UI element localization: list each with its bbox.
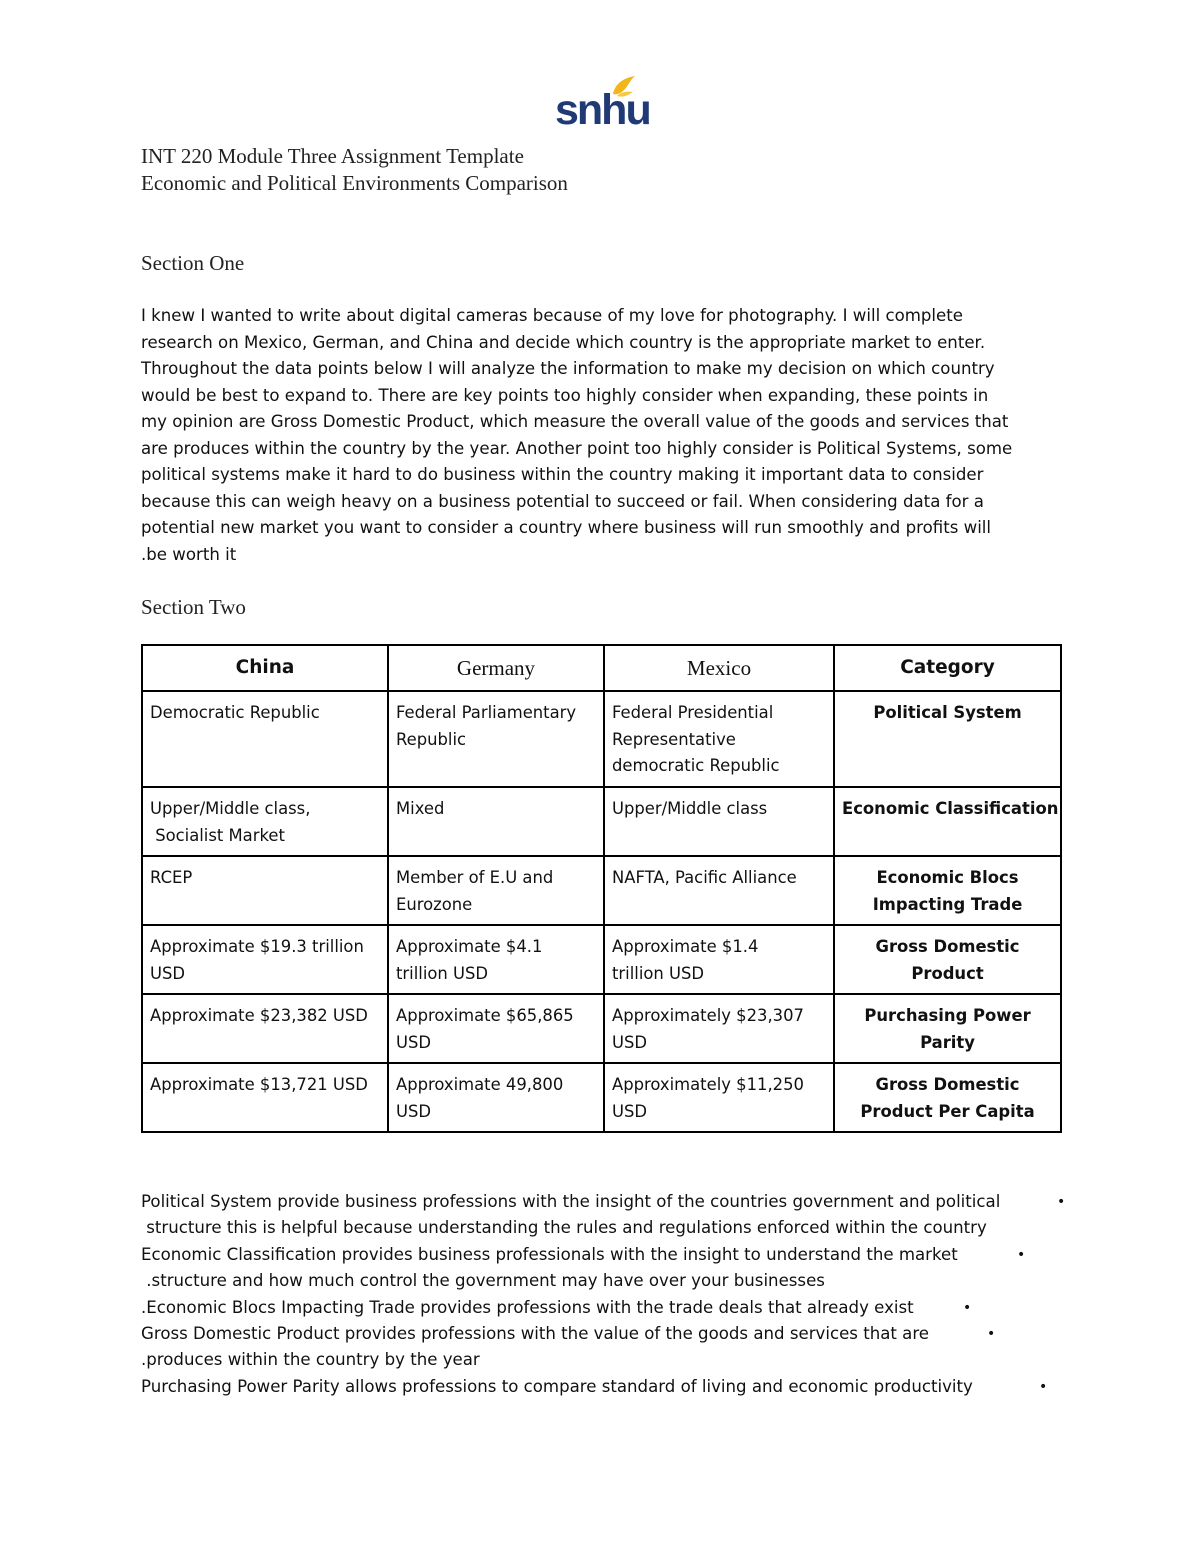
cell-line: Approximately $11,250 [612, 1075, 804, 1094]
bullet-dot-icon: • [1017, 1246, 1026, 1263]
header-germany: Germany [388, 645, 604, 691]
cell-line: USD [396, 1032, 432, 1052]
cell-mexico [604, 994, 834, 1063]
cell-line: NAFTA, Pacific Alliance [612, 868, 797, 887]
logo-text: snhu [555, 86, 650, 134]
cell-line: Economic Classification [842, 799, 1059, 818]
section-one-heading: Section One [141, 251, 245, 275]
cell-line: Upper/Middle class [612, 799, 768, 818]
cell-line: Approximate 49,800 [396, 1075, 564, 1094]
cell-germany [388, 856, 604, 925]
cell-line: Parity [920, 1032, 975, 1052]
bullet-line [141, 1242, 1071, 1268]
cell-line: democratic Republic [612, 756, 780, 775]
paragraph-line: potential new market you want to consider a country where business will run smoothly and profits will [141, 518, 992, 537]
bullet-line [141, 1347, 1071, 1373]
paragraph-line: are produces within the country by the year. Another point too highly consider is Political Systems, some [141, 438, 1013, 458]
cell-line: Gross Domestic [875, 1075, 1020, 1094]
cell-line: Federal Parliamentary [396, 703, 577, 722]
cell-line: USD [150, 963, 186, 983]
paragraph-line: my opinion are Gross Domestic Product, which measure the overall value of the goods and services that [141, 412, 1009, 431]
cell-line: Republic [396, 729, 467, 749]
cell-line: Approximate $23,382 USD [150, 1006, 368, 1025]
bullet-list [141, 1189, 1071, 1400]
cell-line: Product Per Capita [860, 1101, 1035, 1121]
cell-line: Eurozone [396, 894, 473, 914]
cell-category [834, 925, 1061, 994]
table-header-row [142, 645, 1061, 691]
cell-line: USD [612, 1032, 648, 1052]
cell-line: Economic Blocs [876, 868, 1019, 887]
header-mexico: Mexico [604, 645, 834, 691]
cell-mexico [604, 1063, 834, 1132]
cell-germany [388, 787, 604, 856]
bullet-text: Political System provide business professions with the insight of the countries government and political [141, 1192, 1001, 1211]
header-category: Category [834, 645, 1061, 691]
cell-line: USD [396, 1101, 432, 1121]
cell-line: Approximate $1.4 [612, 937, 759, 956]
paragraph-line: because this can weigh heavy on a business potential to succeed or fail. When considering data for a [141, 491, 984, 511]
table-row [142, 994, 1061, 1063]
cell-line: Approximate $4.1 [396, 937, 543, 956]
cell-category [834, 787, 1061, 856]
paragraph-line: .be worth it [141, 544, 237, 564]
cell-china [142, 787, 388, 856]
cell-china [142, 691, 388, 787]
cell-line: Gross Domestic [875, 937, 1020, 956]
document-subtitle: Economic and Political Environments Comparison [141, 171, 568, 195]
bullet-text: .Economic Blocs Impacting Trade provides professions with the trade deals that already exist [141, 1297, 914, 1317]
bullet-line [141, 1295, 1071, 1321]
bullet-line [141, 1374, 1071, 1400]
cell-line: trillion USD [612, 963, 705, 983]
cell-line: USD [612, 1101, 648, 1121]
cell-line: Approximate $65,865 [396, 1006, 574, 1025]
bullet-dot-icon: • [1039, 1378, 1048, 1395]
cell-germany [388, 925, 604, 994]
snhu-logo [555, 72, 650, 134]
cell-line: Federal Presidential [612, 703, 774, 722]
cell-mexico [604, 691, 834, 787]
cell-line: Impacting Trade [872, 894, 1023, 914]
cell-china [142, 925, 388, 994]
cell-line: Purchasing Power [864, 1006, 1031, 1025]
table-row [142, 856, 1061, 925]
bullet-dot-icon: • [1057, 1194, 1066, 1210]
cell-category [834, 1063, 1061, 1132]
cell-line: Product [911, 963, 984, 983]
cell-germany [388, 994, 604, 1063]
bullet-text: Economic Classification provides business professionals with the insight to understand the market [141, 1244, 958, 1264]
cell-category [834, 994, 1061, 1063]
bullet-line [141, 1189, 1071, 1215]
bullet-line [141, 1268, 1071, 1294]
cell-mexico [604, 925, 834, 994]
cell-line: Political System [873, 703, 1022, 722]
section-two-heading: Section Two [141, 595, 246, 619]
cell-china [142, 856, 388, 925]
section-one-paragraph [141, 303, 1061, 568]
paragraph-line: I knew I wanted to write about digital cameras because of my love for photography. I will complete [141, 306, 963, 325]
cell-category [834, 691, 1061, 787]
cell-mexico [604, 856, 834, 925]
cell-mexico [604, 787, 834, 856]
document-title: INT 220 Module Three Assignment Template [141, 144, 524, 168]
cell-line: Socialist Market [150, 825, 285, 845]
cell-line: Mixed [396, 799, 445, 818]
bullet-line [141, 1215, 1071, 1241]
paragraph-line: research on Mexico, German, and China and decide which country is the appropriate market to enter. [141, 332, 986, 352]
bullet-text: structure this is helpful because understanding the rules and regulations enforced within the country [141, 1218, 987, 1238]
bullet-line [141, 1321, 1071, 1347]
cell-line: Democratic Republic [150, 703, 320, 722]
document-header [141, 143, 568, 197]
bullet-text: Gross Domestic Product provides professions with the value of the goods and services that are [141, 1323, 930, 1343]
paragraph-line: Throughout the data points below I will analyze the information to make my decision on which country [141, 359, 995, 378]
comparison-table [141, 644, 1062, 1133]
table-row [142, 691, 1061, 787]
cell-line: Representative [612, 729, 736, 749]
cell-category [834, 856, 1061, 925]
header-china: China [142, 645, 388, 691]
cell-china [142, 994, 388, 1063]
bullet-text: Purchasing Power Parity allows professions to compare standard of living and economic productivity [141, 1376, 973, 1396]
paragraph-line: political systems make it hard to do business within the country making it important data to consider [141, 465, 984, 484]
cell-line: Approximate $19.3 trillion [150, 937, 364, 956]
bullet-text: .produces within the country by the year [141, 1350, 480, 1370]
cell-line: Approximately $23,307 [612, 1006, 804, 1025]
bullet-text: .structure and how much control the government may have over your businesses [141, 1271, 825, 1291]
paragraph-line: would be best to expand to. There are key points too highly consider when expanding, these points in [141, 385, 989, 405]
cell-line: trillion USD [396, 963, 489, 983]
cell-germany [388, 1063, 604, 1132]
bullet-dot-icon: • [963, 1299, 972, 1316]
cell-line: RCEP [150, 868, 193, 887]
cell-line: Member of E.U and [396, 868, 554, 887]
cell-line: Approximate $13,721 USD [150, 1075, 368, 1094]
table-row [142, 787, 1061, 856]
table-row [142, 1063, 1061, 1132]
table-row [142, 925, 1061, 994]
cell-line: Upper/Middle class, [150, 799, 311, 818]
cell-germany [388, 691, 604, 787]
cell-china [142, 1063, 388, 1132]
bullet-dot-icon: • [987, 1325, 996, 1342]
